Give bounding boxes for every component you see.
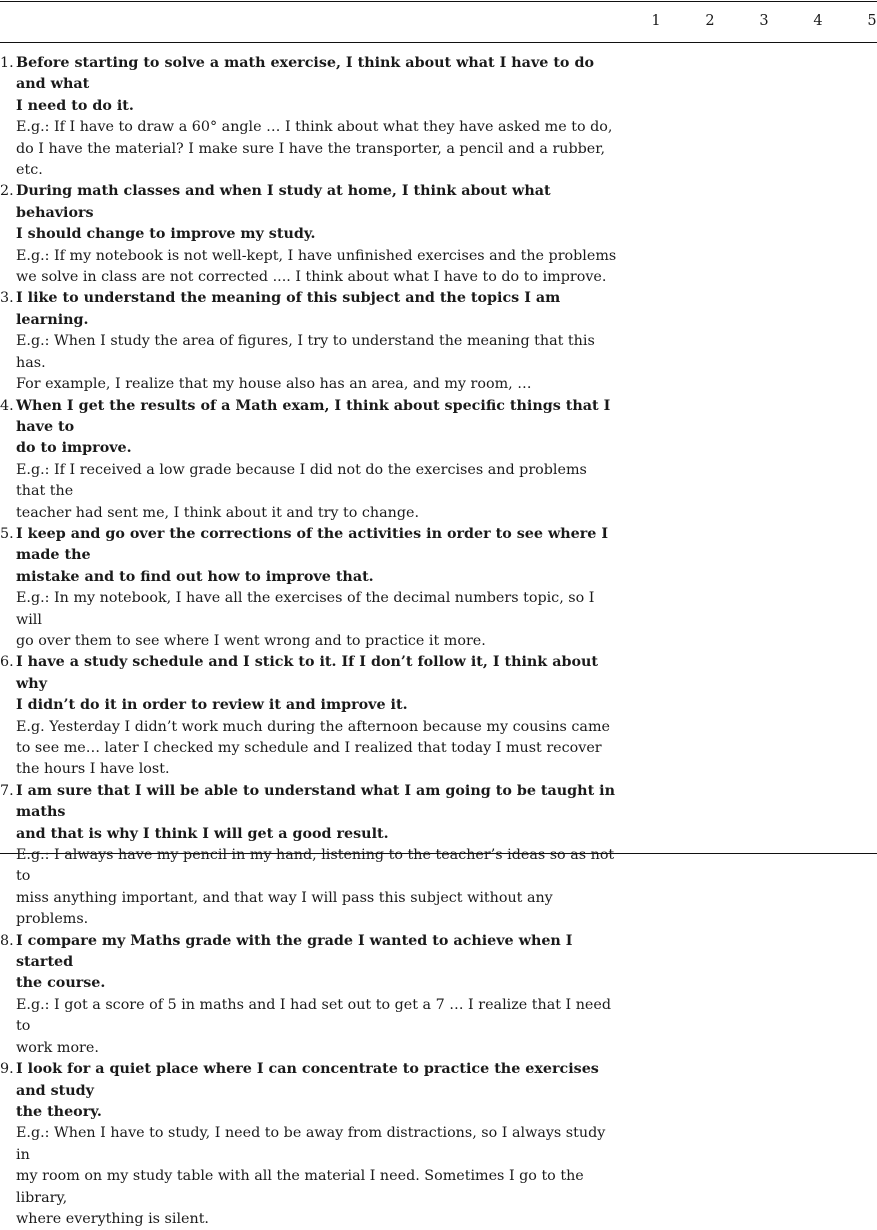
item-number: 5. <box>0 525 14 542</box>
item-statement-line: I didn’t do it in order to review it and improve it. <box>16 697 408 714</box>
item-example-line: to see me… later I checked my schedule and I realized that today I must recover <box>16 740 602 756</box>
table-row <box>0 524 620 652</box>
item-example-line: E.g. Yesterday I didn’t work much during the afternoon because my cousins came <box>16 718 610 735</box>
item-statement-line: the theory. <box>16 1103 102 1120</box>
item-example-line: E.g.: If I have to draw a 60° angle … I think about what they have asked me to do, <box>16 119 613 136</box>
item-statement-line: When I get the results of a Math exam, I think about specific things that I have to <box>16 397 611 435</box>
item-example-line: E.g.: If I received a low grade because I did not do the exercises and problems that the <box>16 461 587 500</box>
scale-header-3: 3 <box>759 13 769 29</box>
table-row <box>0 931 620 1059</box>
item-statement-line: I compare my Maths grade with the grade I wanted to achieve when I started <box>16 932 573 971</box>
table-row <box>0 781 620 931</box>
item-example-line: E.g.: I got a score of 5 in maths and I had set out to get a 7 … I realize that I need to <box>16 996 611 1035</box>
item-statement-line: I am sure that I will be able to understand what I am going to be taught in maths <box>16 782 615 821</box>
item-statement-line: do to improve. <box>16 440 132 457</box>
table-row <box>0 652 620 780</box>
item-number: 8. <box>0 932 14 949</box>
item-statement-line: the course. <box>16 975 106 992</box>
item-example-line: my room on my study table with all the material I need. Sometimes I go to the library, <box>16 1168 584 1206</box>
table-top-rule <box>0 1 877 2</box>
item-example-line: the hours I have lost. <box>16 761 170 778</box>
item-number: 6. <box>0 654 14 671</box>
item-number: 2. <box>0 183 14 200</box>
item-example-line: For example, I realize that my house also has an area, and my room, … <box>16 376 532 393</box>
item-example-line: E.g.: In my notebook, I have all the exercises of the decimal numbers topic, so I will <box>16 590 595 628</box>
item-statement-line: mistake and to find out how to improve that. <box>16 568 374 585</box>
item-number: 1. <box>0 55 14 71</box>
table-row <box>0 181 620 288</box>
item-statement-line: I have a study schedule and I stick to it. If I don’t follow it, I think about why <box>16 654 598 692</box>
item-example-line: where everything is silent. <box>16 1210 209 1227</box>
table-header-rule <box>0 42 877 43</box>
item-number: 7. <box>0 782 14 799</box>
item-example-line: E.g.: I always have my pencil in my hand, listening to the teacher’s ideas so as not to <box>16 847 615 885</box>
table-row <box>0 288 620 395</box>
table-row <box>0 1059 620 1230</box>
item-statement-line: Before starting to solve a math exercise, I think about what I have to do and what <box>16 55 594 93</box>
item-number: 3. <box>0 290 14 307</box>
item-example-line: work more. <box>16 1039 99 1056</box>
table-row <box>0 396 620 524</box>
item-statement-line: I should change to improve my study. <box>16 226 316 243</box>
item-statement-line: I need to do it. <box>16 97 134 114</box>
item-example-line: miss anything important, and that way I will pass this subject without any problems. <box>16 889 553 928</box>
item-example-line: teacher had sent me, I think about it and try to change. <box>16 504 420 521</box>
item-example-line: do I have the material? I make sure I have the transporter, a pencil and a rubber, etc. <box>16 140 606 179</box>
item-example-line: E.g.: If my notebook is not well-kept, I have unfinished exercises and the problems <box>16 247 617 264</box>
item-list <box>0 53 620 1230</box>
scale-header-1: 1 <box>651 13 661 29</box>
item-statement-line: I look for a quiet place where I can concentrate to practice the exercises and study <box>16 1061 599 1099</box>
item-statement-line: I like to understand the meaning of this subject and the topics I am learning. <box>16 290 561 328</box>
item-example-line: we solve in class are not corrected .... I think about what I have to do to improve. <box>16 269 607 286</box>
item-statement-line: I keep and go over the corrections of the activities in order to see where I made the <box>16 525 609 564</box>
item-number: 9. <box>0 1061 14 1078</box>
scale-header-2: 2 <box>705 13 715 29</box>
item-example-line: E.g.: When I study the area of figures, I try to understand the meaning that this has. <box>16 333 595 371</box>
scale-header-5: 5 <box>867 13 877 29</box>
item-statement-line: During math classes and when I study at home, I think about what behaviors <box>16 183 551 221</box>
item-number: 4. <box>0 397 14 414</box>
item-statement-line: and that is why I think I will get a good result. <box>16 825 389 842</box>
item-example-line: E.g.: When I have to study, I need to be away from distractions, so I always study in <box>16 1125 606 1163</box>
scale-header-4: 4 <box>813 13 823 29</box>
item-example-line: go over them to see where I went wrong and to practice it more. <box>16 632 486 649</box>
table-row <box>0 53 620 181</box>
